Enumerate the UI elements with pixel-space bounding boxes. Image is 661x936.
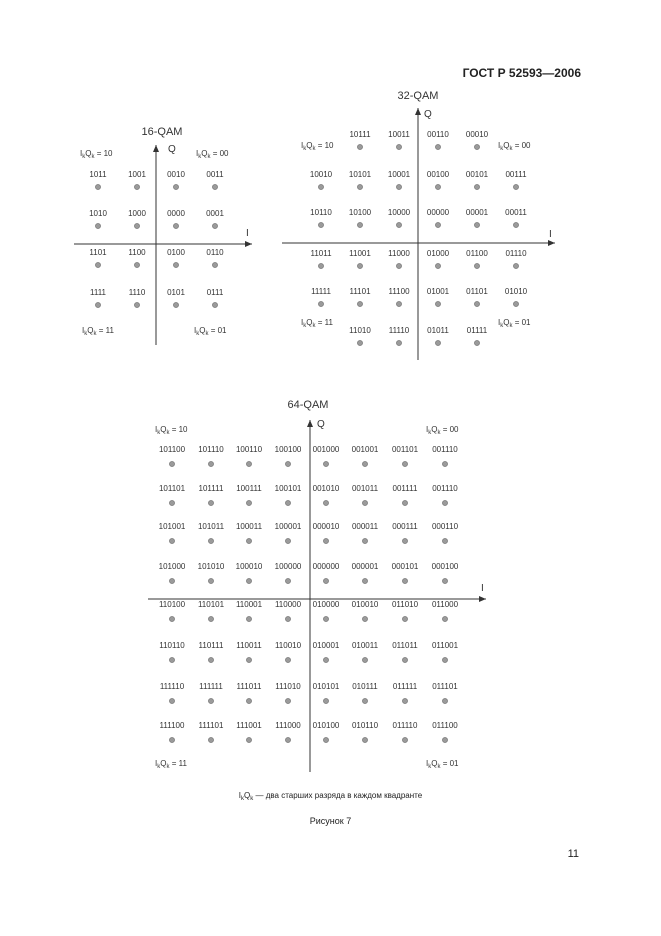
qam64-point-label: 010011 <box>351 641 379 650</box>
qam64-point-label: 010001 <box>312 641 340 650</box>
qam64-point-label: 111111 <box>199 682 223 691</box>
qam64-point-dot <box>442 616 447 621</box>
qam32-point-dot <box>435 301 440 306</box>
qam16-point-dot <box>134 302 139 307</box>
qam16-point-label: 0010 <box>167 170 185 179</box>
qam64-point-dot <box>285 578 290 583</box>
qam32-point-dot <box>474 340 479 345</box>
qam64-point-dot <box>169 698 174 703</box>
qam32-point-label: 11010 <box>349 326 371 335</box>
qam64-point-label: 100000 <box>274 562 302 571</box>
qam16-point-dot <box>134 184 139 189</box>
qam32-point-dot <box>474 184 479 189</box>
qam64-point-label: 001010 <box>312 484 340 493</box>
qam16-quadrant-label-tr: $I_kQ_k = 00$ <box>196 149 229 160</box>
qam16-point-dot <box>134 262 139 267</box>
qam64-point-label: 100100 <box>274 445 302 454</box>
qam64-point-label: 011101 <box>432 682 458 691</box>
qam32-point-dot <box>357 263 362 268</box>
qam16-point-label: 1100 <box>128 248 146 257</box>
qam64-point-label: 010010 <box>351 600 379 609</box>
qam32-point-label: 00110 <box>427 130 449 139</box>
qam16-point-label: 0100 <box>167 248 185 257</box>
qam64-point-label: 010100 <box>312 721 340 730</box>
qam64-point-dot <box>246 737 251 742</box>
qam64-point-label: 010101 <box>312 682 340 691</box>
qam64-point-label: 010111 <box>352 682 378 691</box>
note-text: — два старших разряда в каждом квадранте <box>253 791 423 800</box>
qam32-point-dot <box>357 301 362 306</box>
qam64-point-dot <box>208 578 213 583</box>
qam32-point-dot <box>474 144 479 149</box>
qam32-point-label: 01101 <box>466 287 488 296</box>
qam32-point-label: 01010 <box>504 287 528 296</box>
qam64-point-dot <box>323 657 328 662</box>
qam64-point-dot <box>285 616 290 621</box>
qam16-quadrant-label-bl: $I_kQ_k = 11$ <box>82 326 114 337</box>
qam64-point-label: 000011 <box>351 522 379 531</box>
qam32-point-dot <box>396 144 401 149</box>
qam64-point-label: 110001 <box>235 600 263 609</box>
qam64-point-label: 000010 <box>312 522 340 531</box>
qam32-point-dot <box>357 222 362 227</box>
qam64-point-label: 111010 <box>275 682 301 691</box>
qam32-point-label: 01011 <box>427 326 449 335</box>
qam64-point-label: 110110 <box>159 641 185 650</box>
qam64-point-dot <box>169 500 174 505</box>
qam32-point-label: 00010 <box>465 130 489 139</box>
qam64-point-label: 000001 <box>351 562 379 571</box>
qam64-point-label: 000100 <box>431 562 459 571</box>
qam64-point-dot <box>169 616 174 621</box>
qam64-point-label: 110000 <box>274 600 302 609</box>
qam32-point-label: 01001 <box>426 287 450 296</box>
qam64-point-dot <box>362 616 367 621</box>
qam64-point-dot <box>246 616 251 621</box>
qam32-point-dot <box>513 184 518 189</box>
qam64-point-label: 000111 <box>392 522 418 531</box>
qam64-point-dot <box>285 461 290 466</box>
qam16-point-dot <box>95 302 100 307</box>
qam16-title: 16-QAM <box>141 126 183 138</box>
qam32-quadrant-label-tr: $I_kQ_k = 00$ <box>498 141 531 152</box>
qam16-point-label: 0101 <box>167 288 185 297</box>
qam64-point-label: 111100 <box>159 721 185 730</box>
qam64-point-label: 000110 <box>431 522 459 531</box>
qam64-point-dot <box>246 698 251 703</box>
qam64-point-label: 111101 <box>198 721 224 730</box>
qam64-point-dot <box>285 698 290 703</box>
qam64-point-dot <box>208 657 213 662</box>
note-i: I <box>238 791 242 800</box>
qam16-diagram <box>74 126 252 345</box>
qam64-point-dot <box>442 578 447 583</box>
qam64-point-label: 101110 <box>198 445 224 454</box>
qam64-point-label: 101011 <box>197 522 225 531</box>
qam32-point-label: 11101 <box>349 287 371 296</box>
qam64-point-dot <box>246 461 251 466</box>
qam64-point-dot <box>208 461 213 466</box>
qam64-point-label: 001011 <box>351 484 379 493</box>
qam64-point-label: 001110 <box>432 445 458 454</box>
qam32-i-label: I <box>549 229 552 240</box>
qam64-point-dot <box>402 737 407 742</box>
qam64-point-dot <box>246 538 251 543</box>
qam16-point-label: 0001 <box>206 209 224 218</box>
qam32-point-label: 00011 <box>505 208 527 217</box>
qam16-point-label: 1011 <box>89 170 107 179</box>
qam32-point-label: 10101 <box>348 170 372 179</box>
qam32-point-label: 00001 <box>465 208 489 217</box>
qam32-point-label: 11000 <box>388 249 410 258</box>
qam64-point-label: 111110 <box>159 682 185 691</box>
qam64-point-label: 001101 <box>391 445 419 454</box>
qam64-point-dot <box>323 461 328 466</box>
qam16-point-dot <box>173 223 178 228</box>
qam64-point-label: 100010 <box>235 562 263 571</box>
qam64-point-dot <box>362 737 367 742</box>
qam64-point-label: 101111 <box>198 484 224 493</box>
qam64-point-label: 110011 <box>236 641 262 650</box>
qam64-point-dot <box>246 657 251 662</box>
qam64-point-dot <box>323 538 328 543</box>
figure-note <box>0 791 661 802</box>
qam32-q-label: Q <box>424 109 432 120</box>
note-sub-k2: k <box>250 796 254 802</box>
qam64-point-label: 001001 <box>351 445 379 454</box>
qam64-point-dot <box>442 500 447 505</box>
qam64-point-label: 111011 <box>236 682 262 691</box>
qam16-point-label: 0110 <box>206 248 224 257</box>
qam64-point-dot <box>402 616 407 621</box>
qam64-point-dot <box>362 500 367 505</box>
qam64-q-label: Q <box>317 419 325 430</box>
qam64-point-label: 001000 <box>312 445 340 454</box>
qam64-point-dot <box>208 538 213 543</box>
qam16-point-label: 1101 <box>89 248 107 257</box>
qam64-point-dot <box>402 538 407 543</box>
qam64-point-dot <box>323 698 328 703</box>
qam32-point-dot <box>396 222 401 227</box>
qam32-point-dot <box>474 263 479 268</box>
qam32-point-dot <box>396 301 401 306</box>
qam32-point-dot <box>357 184 362 189</box>
qam64-point-dot <box>285 657 290 662</box>
qam64-point-dot <box>442 698 447 703</box>
qam32-point-label: 01000 <box>426 249 450 258</box>
qam16-point-dot <box>173 184 178 189</box>
qam16-point-dot <box>95 184 100 189</box>
qam16-point-dot <box>212 262 217 267</box>
qam64-point-label: 100011 <box>235 522 263 531</box>
document-id: ГОСТ Р 52593—2006 <box>462 66 581 80</box>
qam32-point-label: 11001 <box>349 249 371 258</box>
qam64-point-dot <box>246 500 251 505</box>
qam64-point-dot <box>169 461 174 466</box>
qam64-point-label: 011001 <box>431 641 459 650</box>
qam64-point-dot <box>362 538 367 543</box>
qam64-point-label: 101101 <box>158 484 186 493</box>
qam32-point-label: 01110 <box>505 249 527 258</box>
qam16-point-label: 1001 <box>128 170 146 179</box>
qam16-point-label: 1000 <box>128 209 146 218</box>
qam16-point-label: 0011 <box>206 170 224 179</box>
qam64-point-label: 101001 <box>158 522 186 531</box>
qam32-point-dot <box>435 263 440 268</box>
qam32-diagram <box>282 90 555 360</box>
qam16-point-dot <box>173 262 178 267</box>
qam16-point-dot <box>212 223 217 228</box>
qam64-point-dot <box>402 461 407 466</box>
qam32-title: 32-QAM <box>397 90 439 102</box>
qam16-point-label: 0111 <box>206 288 224 297</box>
qam64-title: 64-QAM <box>287 399 329 411</box>
qam64-point-label: 110100 <box>158 600 186 609</box>
qam32-point-dot <box>318 263 323 268</box>
qam32-point-label: 01100 <box>466 249 488 258</box>
qam64-point-dot <box>208 616 213 621</box>
qam64-point-dot <box>402 657 407 662</box>
qam16-point-dot <box>134 223 139 228</box>
qam64-point-label: 101010 <box>197 562 225 571</box>
qam64-point-label: 011010 <box>391 600 419 609</box>
qam32-point-dot <box>513 301 518 306</box>
qam32-point-label: 11110 <box>388 326 410 335</box>
qam64-point-dot <box>323 616 328 621</box>
qam32-point-label: 10001 <box>387 170 411 179</box>
qam64-point-dot <box>362 657 367 662</box>
qam32-point-label: 00111 <box>505 170 527 179</box>
qam64-quadrant-label-br: $I_kQ_k = 01$ <box>426 759 459 770</box>
qam16-point-label: 1110 <box>128 288 146 297</box>
qam16-point-dot <box>173 302 178 307</box>
qam32-point-dot <box>474 222 479 227</box>
qam64-quadrant-label-tr: $I_kQ_k = 00$ <box>426 425 459 436</box>
qam64-point-dot <box>323 737 328 742</box>
qam64-point-label: 000000 <box>312 562 340 571</box>
qam32-point-label: 00101 <box>465 170 489 179</box>
qam16-q-label: Q <box>168 144 176 155</box>
qam64-point-dot <box>362 578 367 583</box>
qam16-quadrant-label-tl: $I_kQ_k = 10$ <box>80 149 113 160</box>
qam64-point-dot <box>285 538 290 543</box>
qam32-point-label: 11100 <box>388 287 410 296</box>
qam32-point-dot <box>396 263 401 268</box>
qam64-point-dot <box>362 698 367 703</box>
qam64-point-dot <box>208 500 213 505</box>
qam64-point-dot <box>402 500 407 505</box>
qam32-quadrant-label-tl: $I_kQ_k = 10$ <box>301 141 334 152</box>
qam64-point-label: 100001 <box>274 522 302 531</box>
qam16-quadrant-label-br: $I_kQ_k = 01$ <box>194 326 227 337</box>
qam64-point-dot <box>208 698 213 703</box>
qam64-point-dot <box>442 657 447 662</box>
qam32-point-dot <box>435 222 440 227</box>
qam32-quadrant-label-bl: $I_kQ_k = 11$ <box>301 318 333 329</box>
qam64-point-label: 010110 <box>351 721 379 730</box>
qam64-point-dot <box>169 737 174 742</box>
qam64-point-label: 110101 <box>197 600 225 609</box>
qam32-point-dot <box>435 144 440 149</box>
qam64-point-label: 101100 <box>158 445 186 454</box>
qam32-point-label: 11111 <box>311 287 331 296</box>
qam64-point-dot <box>323 500 328 505</box>
qam64-point-label: 111000 <box>275 721 301 730</box>
qam32-point-label: 10110 <box>310 208 332 217</box>
qam32-point-dot <box>396 184 401 189</box>
qam16-point-dot <box>212 302 217 307</box>
qam64-point-label: 010000 <box>312 600 340 609</box>
qam16-point-label: 1010 <box>89 209 107 218</box>
qam64-point-dot <box>323 578 328 583</box>
qam64-point-label: 100111 <box>236 484 262 493</box>
qam32-point-label: 10000 <box>387 208 411 217</box>
qam64-point-dot <box>169 538 174 543</box>
qam64-point-dot <box>169 578 174 583</box>
qam64-point-label: 000101 <box>391 562 419 571</box>
qam32-point-dot <box>513 263 518 268</box>
qam64-point-dot <box>169 657 174 662</box>
qam32-point-dot <box>357 340 362 345</box>
qam16-point-dot <box>212 184 217 189</box>
qam64-point-label: 011011 <box>392 641 418 650</box>
qam32-point-dot <box>435 340 440 345</box>
qam64-point-label: 011000 <box>431 600 459 609</box>
qam64-point-dot <box>285 737 290 742</box>
qam16-point-label: 0000 <box>167 209 185 218</box>
qam32-point-dot <box>318 301 323 306</box>
qam64-point-label: 110111 <box>198 641 224 650</box>
note-sub-k1: k <box>241 796 245 802</box>
qam16-point-dot <box>95 223 100 228</box>
qam64-i-label: I <box>481 583 484 594</box>
qam64-point-label: 001111 <box>392 484 418 493</box>
qam32-point-dot <box>474 301 479 306</box>
qam32-point-label: 10111 <box>349 130 371 139</box>
qam32-point-dot <box>318 184 323 189</box>
qam64-point-dot <box>442 461 447 466</box>
qam64-point-label: 011100 <box>432 721 458 730</box>
qam64-point-dot <box>442 538 447 543</box>
qam64-point-label: 001110 <box>432 484 458 493</box>
qam32-point-label: 10011 <box>388 130 410 139</box>
qam32-point-dot <box>513 222 518 227</box>
page-number: 11 <box>567 848 579 860</box>
qam64-point-label: 100110 <box>235 445 263 454</box>
qam32-point-label: 11011 <box>310 249 332 258</box>
qam64-point-label: 100101 <box>274 484 302 493</box>
qam64-point-dot <box>285 500 290 505</box>
qam64-point-label: 111001 <box>236 721 262 730</box>
qam32-point-label: 00000 <box>426 208 450 217</box>
figure-caption: Рисунок 7 <box>309 816 352 826</box>
qam64-quadrant-label-bl: $I_kQ_k = 11$ <box>155 759 187 770</box>
qam32-point-dot <box>396 340 401 345</box>
qam64-point-dot <box>362 461 367 466</box>
qam16-point-label: 1111 <box>89 288 107 297</box>
qam64-quadrant-label-tl: $I_kQ_k = 10$ <box>155 425 188 436</box>
qam32-quadrant-label-br: $I_kQ_k = 01$ <box>498 318 531 329</box>
qam64-diagram <box>148 399 486 772</box>
qam64-point-label: 011110 <box>392 721 418 730</box>
qam64-point-label: 110010 <box>274 641 302 650</box>
qam64-point-dot <box>208 737 213 742</box>
qam32-point-dot <box>357 144 362 149</box>
qam64-point-dot <box>402 578 407 583</box>
qam16-point-dot <box>95 262 100 267</box>
qam16-i-label: I <box>246 228 249 239</box>
note-q: Q <box>244 791 251 800</box>
qam32-point-label: 10100 <box>348 208 372 217</box>
qam64-point-dot <box>402 698 407 703</box>
qam32-point-dot <box>318 222 323 227</box>
qam64-point-dot <box>442 737 447 742</box>
qam32-point-dot <box>435 184 440 189</box>
qam64-point-dot <box>246 578 251 583</box>
qam32-point-label: 10010 <box>309 170 333 179</box>
qam64-point-label: 011111 <box>392 682 418 691</box>
qam32-point-label: 01111 <box>466 326 488 335</box>
qam64-point-label: 101000 <box>158 562 186 571</box>
qam32-point-label: 00100 <box>426 170 450 179</box>
